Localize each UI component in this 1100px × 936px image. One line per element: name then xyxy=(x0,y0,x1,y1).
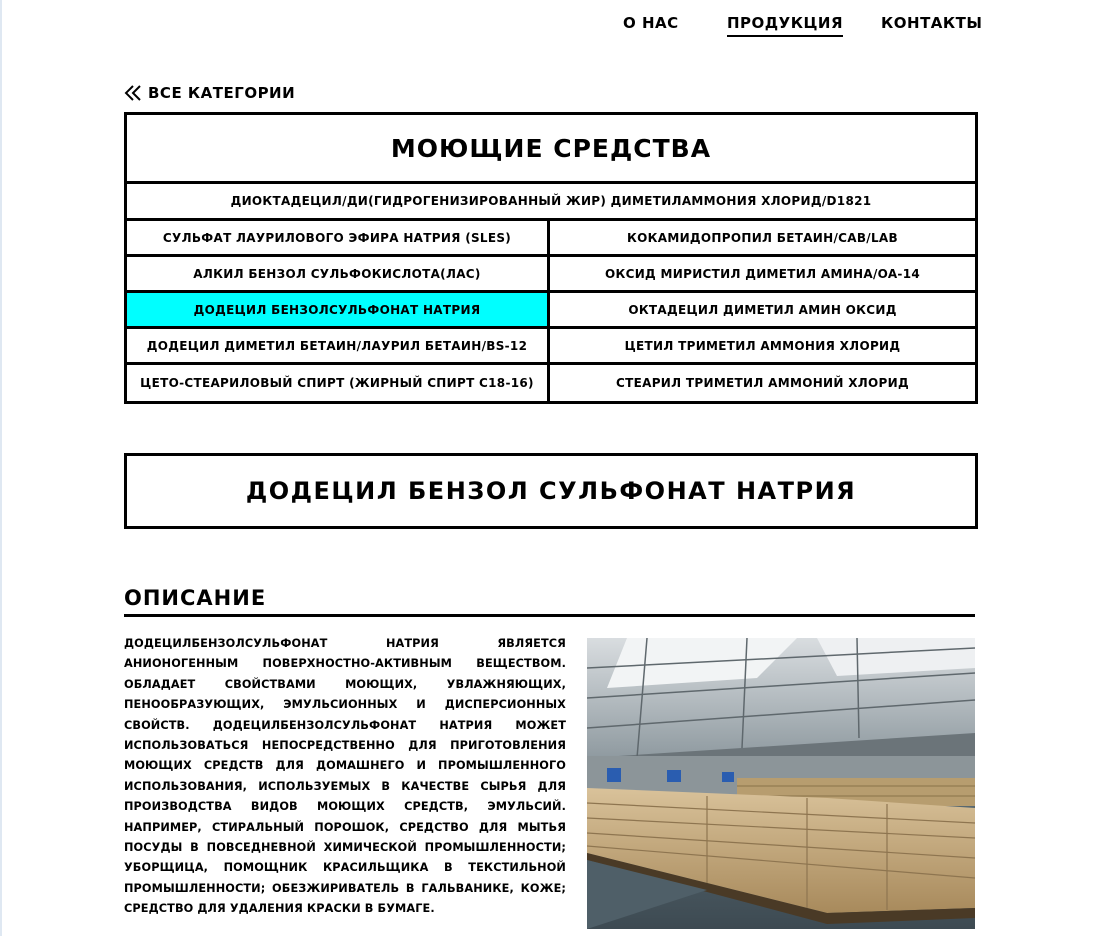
category-item[interactable]: АЛКИЛ БЕНЗОЛ СУЛЬФОКИСЛОТА(ЛАС) xyxy=(127,257,550,293)
page-edge xyxy=(0,0,2,936)
nav-contacts[interactable]: КОНТАКТЫ xyxy=(881,14,983,32)
category-item-selected[interactable]: ДОДЕЦИЛ БЕНЗОЛСУЛЬФОНАТ НАТРИЯ xyxy=(127,293,550,329)
nav-about[interactable]: О НАС xyxy=(623,14,679,32)
category-item[interactable]: ДОДЕЦИЛ ДИМЕТИЛ БЕТАИН/ЛАУРИЛ БЕТАИН/BS-12 xyxy=(127,329,550,365)
warehouse-photo xyxy=(587,638,975,929)
nav-products[interactable]: ПРОДУКЦИЯ xyxy=(727,14,843,37)
double-chevron-left-icon xyxy=(124,85,142,101)
category-item[interactable]: СУЛЬФАТ ЛАУРИЛОВОГО ЭФИРА НАТРИЯ (SLES) xyxy=(127,221,550,257)
category-item[interactable]: ОКТАДЕЦИЛ ДИМЕТИЛ АМИН ОКСИД xyxy=(550,293,975,329)
category-item[interactable]: ЦЕТО-СТЕАРИЛОВЫЙ СПИРТ (ЖИРНЫЙ СПИРТ С18-16) xyxy=(127,365,550,401)
category-item[interactable]: ОКСИД МИРИСТИЛ ДИМЕТИЛ АМИНА/OA-14 xyxy=(550,257,975,293)
category-title: МОЮЩИЕ СРЕДСТВА xyxy=(127,115,975,184)
category-item[interactable]: СТЕАРИЛ ТРИМЕТИЛ АММОНИЙ ХЛОРИД xyxy=(616,376,909,390)
category-item[interactable]: КОКАМИДОПРОПИЛ БЕТАИН/CAB/LAB xyxy=(550,221,975,257)
description-text: ДОДЕЦИЛБЕНЗОЛСУЛЬФОНАТ НАТРИЯ ЯВЛЯЕТСЯ АНИОНОГЕННЫМ ПОВЕРХНОСТНО-АКТИВНЫМ ВЕЩЕСТВОМ. ОБЛАДАЕТ СВОЙСТВАМИ МОЮЩИХ, УВЛАЖНЯЮЩИХ, ПЕНООБРАЗУЮЩИХ, ЭМУЛЬСИОННЫХ И ДИСПЕРСИОННЫХ СВОЙСТВ. ДОДЕЦИЛБЕНЗОЛСУЛЬФОНАТ НАТРИЯ МОЖЕТ ИСПОЛЬЗОВАТЬСЯ НЕПОСРЕДСТВЕННО ДЛЯ ПРИГОТОВЛЕНИЯ МОЮЩИХ СРЕДСТВ ДЛЯ ДОМАШНЕГО И ПРОМЫШЛЕННОГО ИСПОЛЬЗОВАНИЯ, ИСПОЛЬЗУЕМЫХ В КАЧЕСТВЕ СЫРЬЯ ДЛЯ ПРОИЗВОДСТВА ВИДОВ МОЮЩИХ СРЕДСТВ, ЭМУЛЬСИЙ. НАПРИМЕР, СТИРАЛЬНЫЙ ПОРОШОК, СРЕДСТВО ДЛЯ МЫТЬЯ ПОСУДЫ В ПОВСЕДНЕВНОЙ ХИМИЧЕСКОЙ ПРОМЫШЛЕННОСТИ; УБОРЩИЦА, ПОМОЩНИК КРАСИЛЬЩИКА В ТЕКСТИЛЬНОЙ ПРОМЫШЛЕННОСТИ; ОБЕЗЖИРИВАТЕЛЬ В ГАЛЬВАНИКЕ, КОЖЕ; СРЕДСТВО ДЛЯ УДАЛЕНИЯ КРАСКИ В БУМАГЕ. xyxy=(124,637,566,916)
description-heading: ОПИСАНИЕ xyxy=(124,582,975,617)
category-item[interactable]: ДИОКТАДЕЦИЛ/ДИ(ГИДРОГЕНИЗИРОВАННЫЙ ЖИР) ДИМЕТИЛАММОНИЯ ХЛОРИД/D1821 xyxy=(127,184,975,221)
category-table xyxy=(124,112,978,404)
category-grid xyxy=(127,221,975,401)
back-to-categories-link[interactable] xyxy=(124,82,295,104)
top-nav xyxy=(0,14,1100,44)
back-link-label: ВСЕ КАТЕГОРИИ xyxy=(148,84,296,102)
category-item[interactable]: ЦЕТИЛ ТРИМЕТИЛ АММОНИЯ ХЛОРИД xyxy=(550,329,975,365)
product-title: ДОДЕЦИЛ БЕНЗОЛ СУЛЬФОНАТ НАТРИЯ xyxy=(124,453,978,529)
